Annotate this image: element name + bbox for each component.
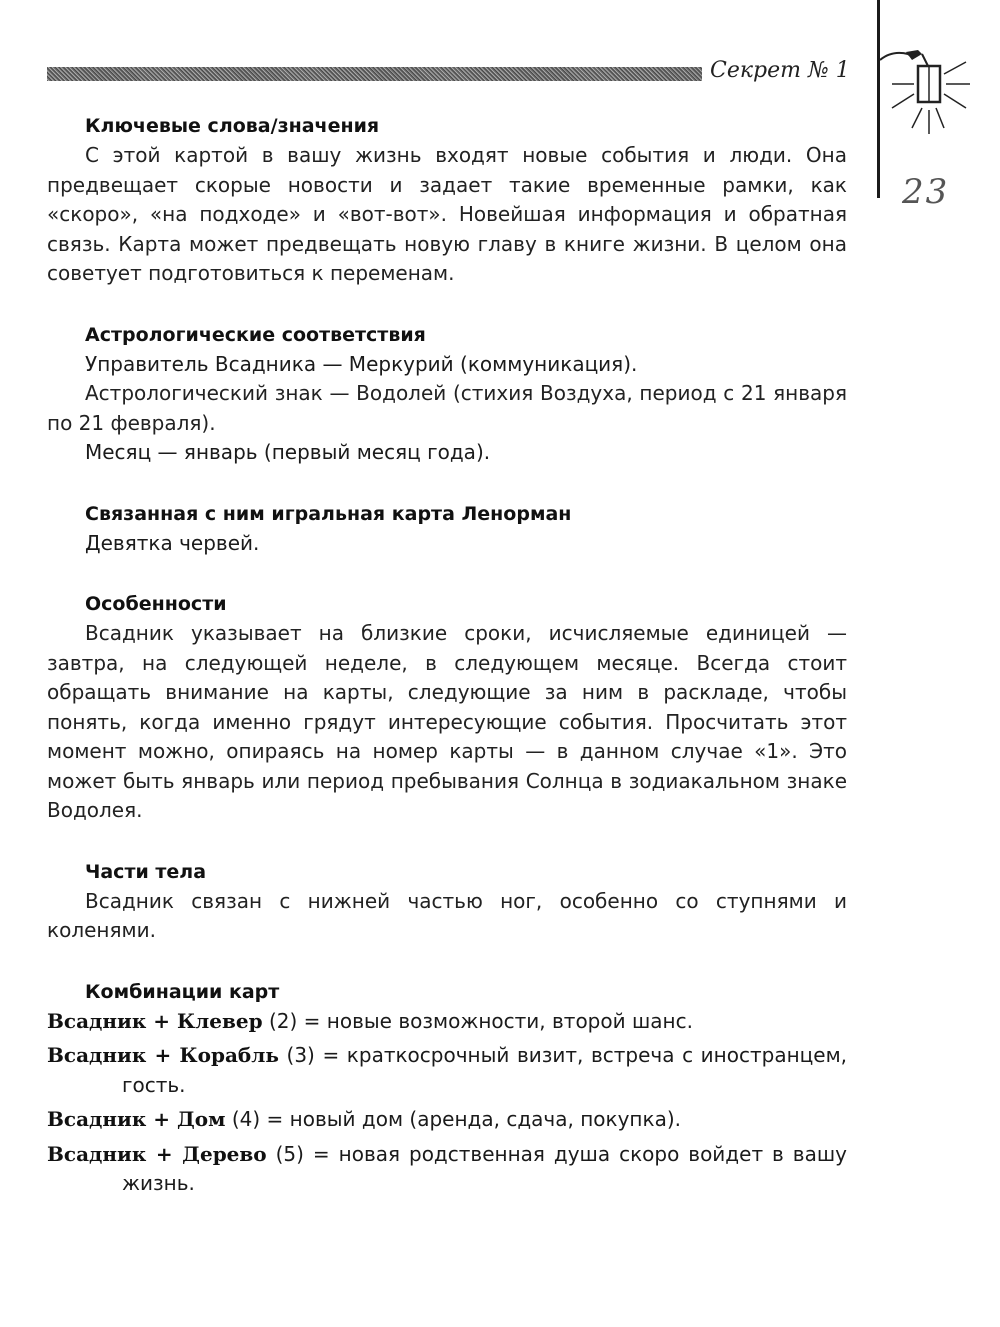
combination-meaning: = новая родственная душа скоро войдет в вашу жизнь.	[122, 1141, 847, 1195]
paragraph: Всадник указывает на близкие сроки, исчисляемые единицей — завтра, на следующей неделе, в следующем месяце. Всегда стоит обращать внимание на карты, следующие за ним в раскладе, чтобы понять, когда именно грядут интересующие события. Просчитать этот момент можно, опираясь на номер карты — в данном случае «1». Это может быть январь или период пребывания Солнца в зодиакальном знаке Водолея.	[47, 621, 847, 822]
combination-meaning: = новые возможности, второй шанс.	[303, 1008, 693, 1033]
combination-meaning: = краткосрочный визит, встреча с иностранцем, гость.	[122, 1043, 848, 1097]
combination-number: (3)	[286, 1043, 315, 1067]
chapter-header: Секрет № 1	[710, 58, 850, 83]
section-playing-card	[47, 499, 847, 559]
lantern-icon	[878, 38, 974, 138]
combination-cards: Всадник + Дом	[47, 1107, 226, 1131]
header-decorative-band	[47, 67, 702, 81]
paragraph: С этой картой в вашу жизнь входят новые события и люди. Она предвещает скорые новости и задает такие временные рамки, как «скоро», «на подходе» и «вот-вот». Новейшая информация и обратная связь. Карта может предвещать новую главу в книге жизни. В целом она советует подготовиться к переменам.	[47, 143, 847, 285]
page-content	[47, 111, 847, 1230]
paragraph: Всадник связан с нижней частью ног, особенно со ступнями и коленями.	[47, 888, 847, 942]
section-combinations	[47, 977, 847, 1199]
section-title: Астрологические соответствия	[85, 323, 426, 346]
combination-meaning: = новый дом (аренда, сдача, покупка).	[266, 1107, 682, 1131]
combination-item	[47, 1105, 847, 1135]
text-line: Девятка червей.	[85, 530, 260, 555]
combination-item	[47, 1140, 847, 1199]
section-keywords	[47, 111, 847, 289]
page-number: 23	[902, 172, 950, 212]
section-title: Особенности	[85, 593, 227, 615]
combination-cards: Всадник + Корабль	[47, 1043, 279, 1067]
combination-item	[47, 1041, 847, 1100]
combination-number: (4)	[231, 1107, 261, 1131]
section-title: Связанная с ним игральная карта Ленорман	[85, 502, 572, 525]
section-body-parts	[47, 857, 847, 946]
combination-number: (2)	[268, 1008, 298, 1033]
section-features	[47, 589, 847, 826]
section-title: Комбинации карт	[85, 980, 280, 1003]
paragraph: Астрологический знак — Водолей (стихия Воздуха, период с 21 января по 21 февраля).	[47, 381, 847, 435]
combination-number: (5)	[275, 1141, 304, 1166]
section-title: Ключевые слова/значения	[85, 115, 380, 137]
section-title: Части тела	[85, 860, 207, 883]
section-astrology	[47, 320, 847, 468]
text-line: Управитель Всадника — Меркурий (коммуникация).	[85, 351, 638, 376]
combination-cards: Всадник + Дерево	[47, 1141, 267, 1166]
text-line: Месяц — январь (первый месяц года).	[85, 440, 491, 464]
combination-cards: Всадник + Клевер	[47, 1008, 263, 1033]
combination-item	[47, 1007, 847, 1037]
